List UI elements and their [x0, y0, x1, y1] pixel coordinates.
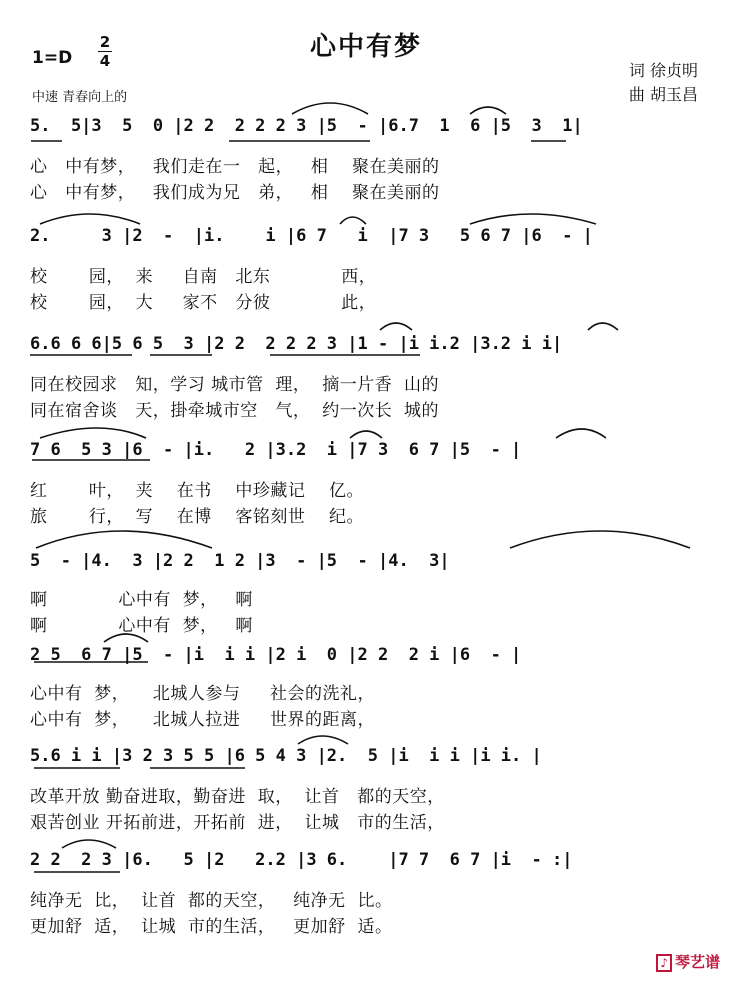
lyrics-verse-1: 红 叶， 夹 在书 中珍藏记 亿。 — [30, 481, 364, 501]
note-icon: ♪ — [656, 954, 672, 972]
notation-line: 7 6 5 3 |6 - |i. 2 |3.2 i |7 3 6 7 |5 - | — [30, 440, 522, 460]
time-signature — [98, 34, 112, 69]
composer-credit: 曲 胡玉昌 — [628, 85, 698, 104]
lyrics-verse-2: 心中有 梦， 北城人拉进 世界的距离， — [30, 710, 375, 730]
tempo-marking: 中速 青春向上的 — [32, 90, 128, 105]
notation-line: 2 2 2 3 |6. 5 |2 2.2 |3 6. |7 7 6 7 |i - :| — [30, 850, 573, 870]
lyrics-verse-1: 心 中有梦， 我们走在一 起， 相 聚在美丽的 — [30, 157, 440, 177]
lyrics-verse-2: 校 园， 大 家不 分彼 此， — [30, 293, 377, 313]
watermark-logo — [656, 951, 720, 972]
lyrics-verse-2: 艰苦创业 开拓前进，开拓前 进， 让城 市的生活， — [30, 813, 445, 833]
lyrics-verse-2: 心 中有梦， 我们成为兄 弟， 相 聚在美丽的 — [30, 183, 440, 203]
notation-line: 2. 3 |2 - |i. i |6 7 i |7 3 5 6 7 |6 - | — [30, 226, 593, 246]
time-signature-top: 2 — [99, 33, 111, 51]
notation-line: 6.6 6 6|5 6 5 3 |2 2 2 2 2 3 |1 - |i i.2 |3.2 i i| — [30, 334, 563, 354]
notation-line: 5. 5|3 5 0 |2 2 2 2 2 3 |5 - |6.7 1 6 |5 3 1| — [30, 116, 583, 136]
lyrics-verse-2: 旅 行， 写 在博 客铭刻世 纪。 — [30, 507, 364, 527]
lyrics-verse-1: 啊 心中有 梦， 啊 — [30, 590, 253, 610]
song-title: 心中有梦 — [309, 32, 422, 62]
key-signature: 1=D — [32, 48, 73, 68]
lyrics-verse-1: 改革开放 勤奋进取，勤奋进 取， 让首 都的天空， — [30, 787, 445, 807]
lyrics-verse-1: 同在校园求 知，学习 城市管 理， 摘一片香 山的 — [30, 375, 440, 395]
lyrics-verse-2: 啊 心中有 梦， 啊 — [30, 616, 253, 636]
lyrics-verse-1: 校 园， 来 自南 北东 西， — [30, 267, 377, 287]
notation-line: 5.6 i i |3 2 3 5 5 |6 5 4 3 |2. 5 |i i i |i i. | — [30, 746, 542, 766]
notation-line: 5 - |4. 3 |2 2 1 2 |3 - |5 - |4. 3| — [30, 551, 450, 571]
lyrics-verse-2: 更加舒 适， 让城 市的生活， 更加舒 适。 — [30, 917, 393, 937]
time-signature-bottom: 4 — [99, 52, 111, 70]
lyrics-verse-2: 同在宿舍谈 天，掛牵城市空 气， 约一次长 城的 — [30, 401, 440, 421]
watermark-text: 琴艺谱 — [674, 953, 720, 971]
lyrics-verse-1: 纯净无 比， 让首 都的天空， 纯净无 比。 — [30, 891, 393, 911]
notation-line: 2 5 6 7 |5 - |i i i |2 i 0 |2 2 2 i |6 - | — [30, 645, 522, 665]
lyrics-verse-1: 心中有 梦， 北城人参与 社会的洗礼， — [30, 684, 375, 704]
lyricist-credit: 词 徐贞明 — [628, 61, 698, 80]
